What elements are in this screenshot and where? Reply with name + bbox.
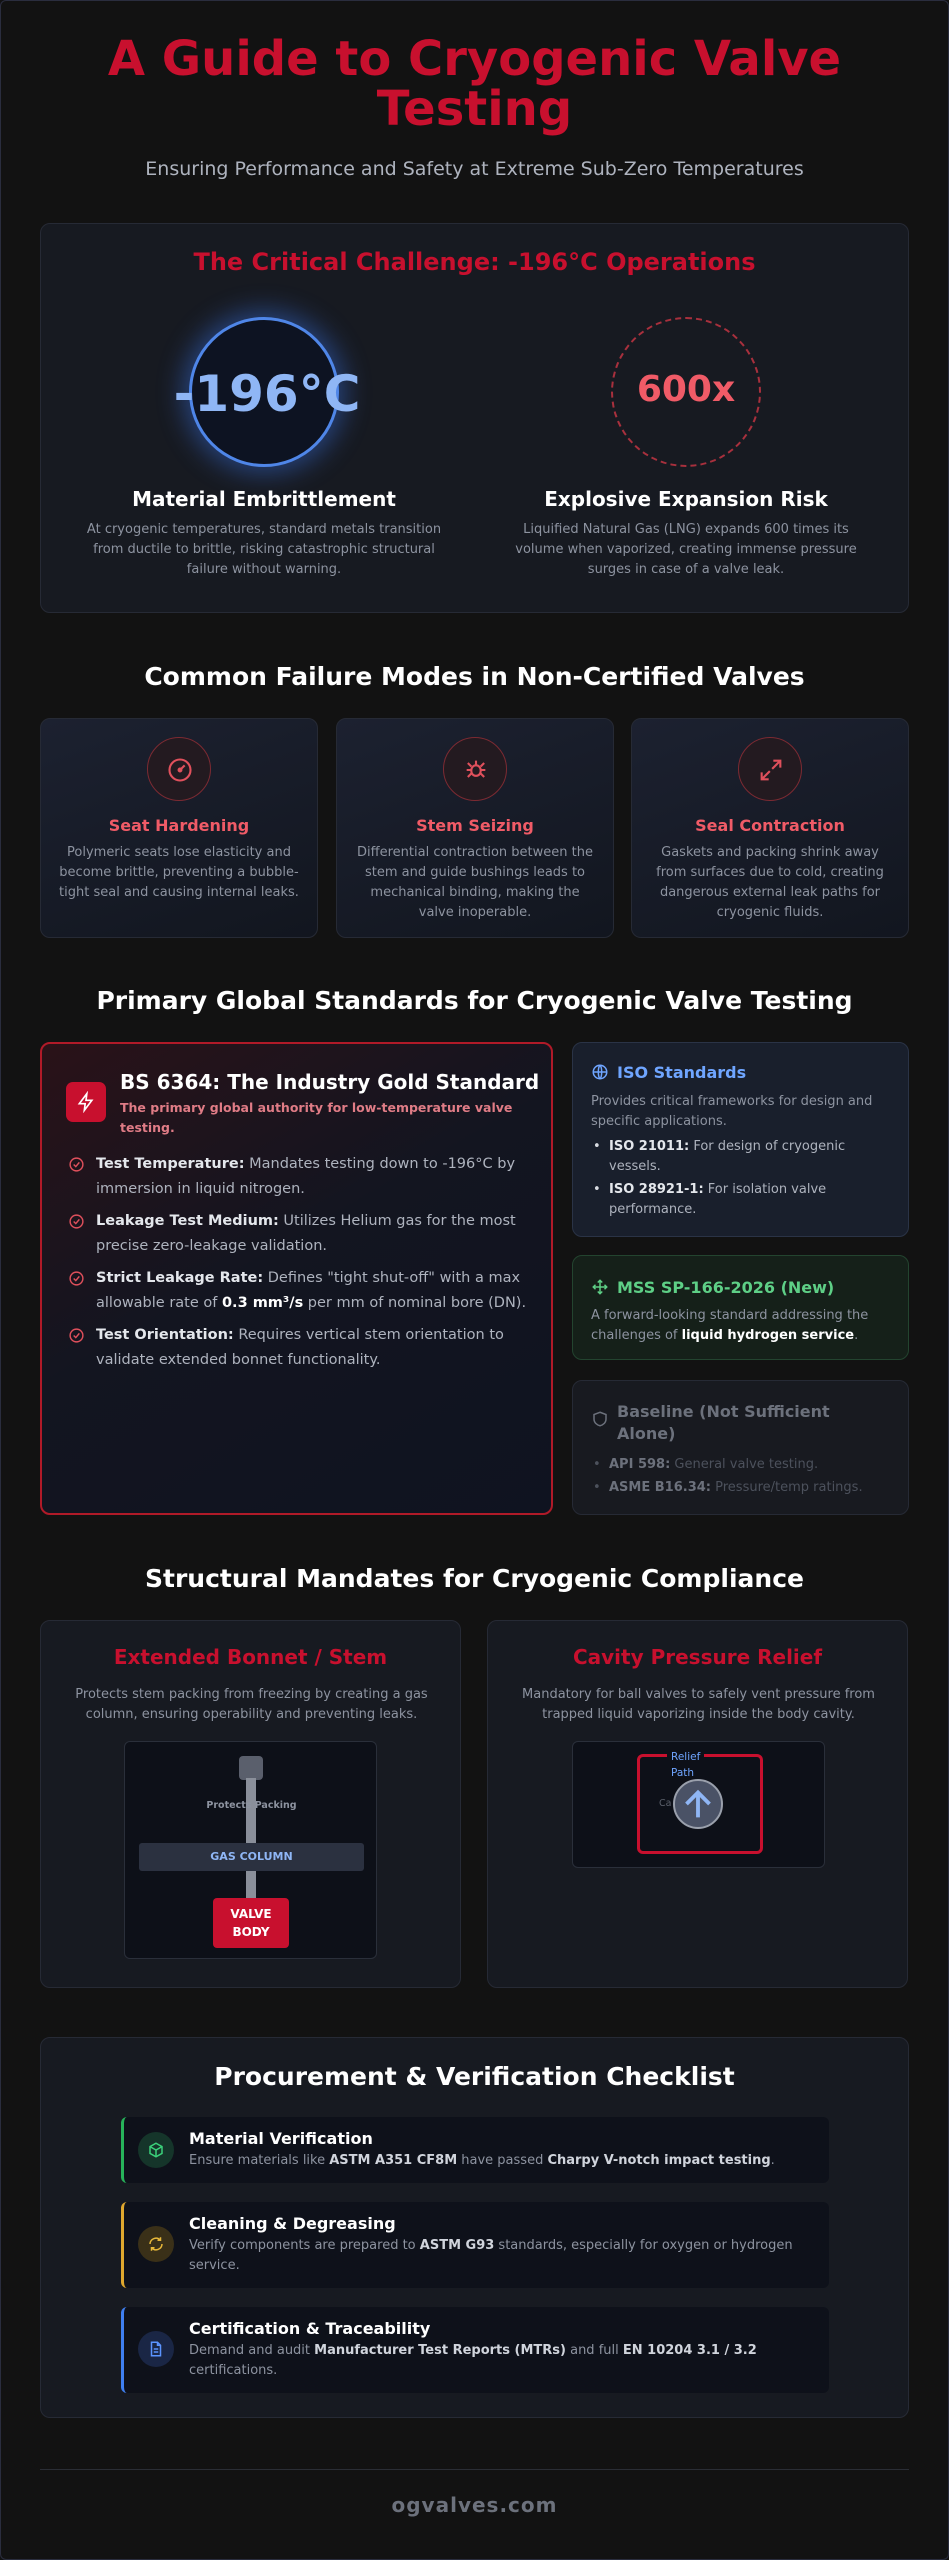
baseline-list [591,1455,896,1501]
failure-heading: Seal Contraction [695,816,845,835]
bonnet-text: Protects stem packing from freezing by creating a gas column, ensuring operability and preventing leaks. [75,1687,428,1722]
bs6364-title: BS 6364: The Industry Gold Standard [120,1070,540,1094]
page-title: A Guide to Cryogenic Valve Testing [107,31,842,137]
page-subtitle: Ensuring Performance and Safety at Extreme Sub-Zero Temperatures [145,158,804,180]
list-item: Strict Leakage Rate: Defines "tight shut-off" with a max allowable rate of 0.3 mm³/s per mm of nominal bore (DN). [66,1266,536,1316]
list-item: • ISO 21011: For design of cryogenic vessels. [591,1137,896,1177]
header [0,31,949,180]
footer-divider [40,2469,909,2470]
cavity-card [487,1620,908,1988]
stem-handle [239,1756,263,1780]
list-item: • ISO 28921-1: For isolation valve performance. [591,1180,896,1220]
iso-list [591,1137,896,1223]
bug-icon [443,737,507,801]
failure-card-seal [631,718,909,938]
refresh-icon [138,2226,174,2262]
bonnet-title: Extended Bonnet / Stem [113,1645,388,1669]
expansion-text: Liquified Natural Gas (LNG) expands 600 times its volume when vaporized, creating immense pressure surges in case of a valve leak. [515,522,857,577]
packing-label: Protects Packing [206,1800,297,1811]
failure-text: Polymeric seats lose elasticity and become brittle, preventing a bubble-tight seal and causing internal leaks. [59,845,299,900]
failure-card-stem [336,718,614,938]
checklist-item-certification: Certification & Traceability Demand and audit Manufacturer Test Reports (MTRs) and full EN 10204 3.1 / 3.2 certifications. [121,2307,829,2393]
mss-card [572,1255,909,1360]
embrittlement-heading: Material Embrittlement [132,487,396,511]
baseline-card [572,1380,909,1515]
bonnet-diagram [124,1741,377,1959]
iso-title: ISO Standards [617,1063,747,1082]
check-circle-icon [68,1327,85,1344]
cavity-text: Mandatory for ball valves to safely vent pressure from trapped liquid vaporizing inside the body cavity. [522,1687,875,1722]
list-item: • ASME B16.34: Pressure/temp ratings. [591,1478,896,1498]
structural-title: Structural Mandates for Cryogenic Compliance [145,1564,804,1593]
expand-arrows-icon [738,737,802,801]
challenge-card [40,223,909,613]
lightning-icon [66,1082,106,1122]
bs6364-list [66,1152,536,1380]
shield-icon [591,1410,609,1428]
mss-text: A forward-looking standard addressing the challenges of liquid hydrogen service. [591,1308,869,1343]
standards-title: Primary Global Standards for Cryogenic Valve Testing [96,986,853,1015]
arrow-up-icon [673,1779,723,1829]
checklist-card [40,2037,909,2418]
checklist-title: Procurement & Verification Checklist [214,2062,735,2091]
mss-title: MSS SP-166-2026 (New) [617,1278,835,1297]
expansion-circle [611,317,761,467]
list-item: Leakage Test Medium: Utilizes Helium gas for the most precise zero-leakage validation. [66,1209,536,1259]
document-icon [138,2331,174,2367]
failure-text: Gaskets and packing shrink away from surfaces due to cold, creating dangerous external leak paths for cryogenic fluids. [656,845,884,920]
checklist-item-cleaning: Cleaning & Degreasing Verify components are prepared to ASTM G93 standards, especially for oxygen or hydrogen service. [121,2202,829,2288]
list-item: • API 598: General valve testing. [591,1455,896,1475]
embrittlement-text: At cryogenic temperatures, standard metals transition from ductile to brittle, risking catastrophic structural failure without warning. [86,522,442,577]
check-circle-icon [68,1213,85,1230]
list-item: Test Temperature: Mandates testing down to -196°C by immersion in liquid nitrogen. [66,1152,536,1202]
check-circle-icon [68,1156,85,1173]
failure-modes-title: Common Failure Modes in Non-Certified Valves [144,662,805,691]
gas-column: GAS COLUMN [139,1843,364,1871]
failure-card-seat [40,718,318,938]
failure-text: Differential contraction between the stem and guide bushings leads to mechanical binding, making the valve inoperable. [357,845,593,920]
temperature-circle [173,317,361,467]
checklist-item-material: Material Verification Ensure materials like ASTM A351 CF8M have passed Charpy V-notch impact testing. [121,2117,829,2183]
globe-icon [591,1063,609,1081]
iso-card [572,1042,909,1237]
footer-site-link[interactable]: ogvalves.com [391,2493,558,2517]
expansion-value: 600x [636,369,736,410]
bonnet-card [40,1620,461,1988]
cube-icon [138,2132,174,2168]
iso-text: Provides critical frameworks for design and specific applications. [591,1094,873,1129]
challenge-title: The Critical Challenge: -196°C Operations [193,248,756,276]
cavity-diagram [572,1741,825,1868]
temperature-value: -196°C [173,365,361,423]
move-arrows-icon [591,1278,609,1296]
gauge-icon [147,737,211,801]
valve-body: VALVE BODY [213,1898,289,1948]
bs6364-tagline: The primary global authority for low-temperature valve testing. [120,1100,513,1135]
list-item: Test Orientation: Requires vertical stem orientation to validate extended bonnet functionality. [66,1323,536,1373]
expansion-heading: Explosive Expansion Risk [544,487,828,511]
baseline-title: Baseline (Not Sufficient Alone) [617,1402,830,1443]
failure-heading: Seat Hardening [108,816,250,835]
bs6364-card [40,1042,553,1515]
check-circle-icon [68,1270,85,1287]
relief-label: Relief Path [667,1747,704,1783]
failure-heading: Stem Seizing [416,816,534,835]
cavity-title: Cavity Pressure Relief [572,1645,823,1669]
cavity-label: Ca [659,1798,672,1809]
